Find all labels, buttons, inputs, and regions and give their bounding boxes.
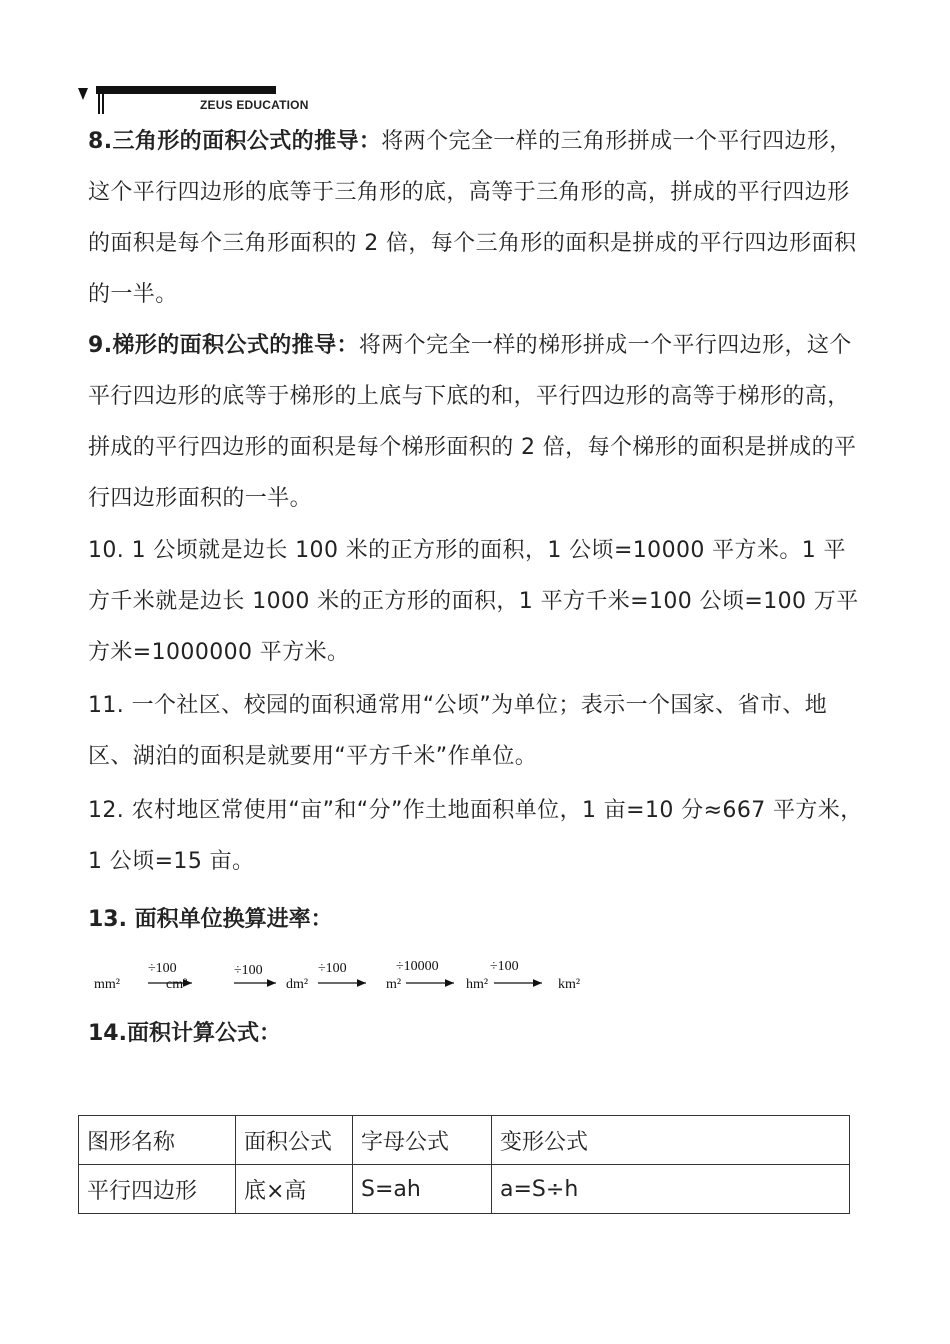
table-header-cell: 图形名称 xyxy=(79,1116,236,1165)
unit-dm2: dm² xyxy=(286,977,309,992)
table-header-cell: 字母公式 xyxy=(353,1116,492,1165)
logo-wordmark xyxy=(96,86,276,94)
logo-brand-text: ZEUS EDUCATION xyxy=(200,98,309,112)
table-cell: a=S÷h xyxy=(492,1165,850,1214)
logo-bar-icon xyxy=(98,94,104,114)
rate-4: ÷10000 xyxy=(396,959,439,974)
logo-mark-icon xyxy=(78,88,88,110)
item-10: 10. 1 公顷就是边长 100 米的正方形的面积，1 公顷=10000 平方米。1 平方千米就是边长 1000 米的正方形的面积，1 平方千米=100 公顷=100 万平方米=1000000 平方米。 xyxy=(88,538,859,665)
table-cell: 平行四边形 xyxy=(79,1165,236,1214)
item-8 xyxy=(88,116,868,320)
item-8-title-text: 三角形的面积公式的推导： xyxy=(112,129,382,154)
area-formula-table xyxy=(78,1115,850,1214)
item-8-number: 8. xyxy=(88,129,113,154)
unit-mm2: mm² xyxy=(94,977,120,992)
logo xyxy=(78,80,309,114)
item-9 xyxy=(88,320,868,524)
table-header-row xyxy=(79,1116,850,1165)
rate-3: ÷100 xyxy=(318,961,347,976)
table-cell: S=ah xyxy=(353,1165,492,1214)
rate-5: ÷100 xyxy=(490,959,519,974)
unit-m2: m² xyxy=(386,977,402,992)
section-13-heading: 13. 面积单位换算进率： xyxy=(88,907,333,932)
unit-km2: km² xyxy=(558,977,581,992)
item-9-title-text: 梯形的面积公式的推导： xyxy=(112,333,359,358)
item-9-number: 9. xyxy=(88,333,113,358)
item-9-body: 将两个完全一样的梯形拼成一个平行四边形，这个平行四边形的底等于梯形的上底与下底的和，平行四边形的高等于梯形的高，拼成的平行四边形的面积是每个梯形面积的 2 倍，每个梯形的面积是拼成的平行四边形面积的一半。 xyxy=(88,333,857,511)
table-cell: 底×高 xyxy=(236,1165,353,1214)
table-header-cell: 面积公式 xyxy=(236,1116,353,1165)
rate-2: ÷100 xyxy=(234,963,263,978)
unit-hm2: hm² xyxy=(466,977,489,992)
item-8-title xyxy=(88,129,381,154)
unit-conversion-chain xyxy=(94,950,614,998)
unit-cm2: cm² xyxy=(166,977,188,992)
table-header-cell: 变形公式 xyxy=(492,1116,850,1165)
item-8-body: 将两个完全一样的三角形拼成一个平行四边形，这个平行四边形的底等于三角形的底，高等于三角形的高，拼成的平行四边形的面积是每个三角形面积的 2 倍，每个三角形的面积是拼成的平行四边形面积的一半。 xyxy=(88,129,857,307)
item-9-title xyxy=(88,333,359,358)
unit-chain-svg xyxy=(94,950,614,998)
rate-1: ÷100 xyxy=(148,961,177,976)
table-row xyxy=(79,1165,850,1214)
item-11: 11. 一个社区、校园的面积通常用“公顷”为单位；表示一个国家、省市、地区、湖泊的面积是就要用“平方千米”作单位。 xyxy=(88,693,828,769)
item-12: 12. 农村地区常使用“亩”和“分”作土地面积单位，1 亩=10 分≈667 平方米，1 公顷=15 亩。 xyxy=(88,798,863,874)
section-14-heading: 14.面积计算公式： xyxy=(88,1021,281,1046)
